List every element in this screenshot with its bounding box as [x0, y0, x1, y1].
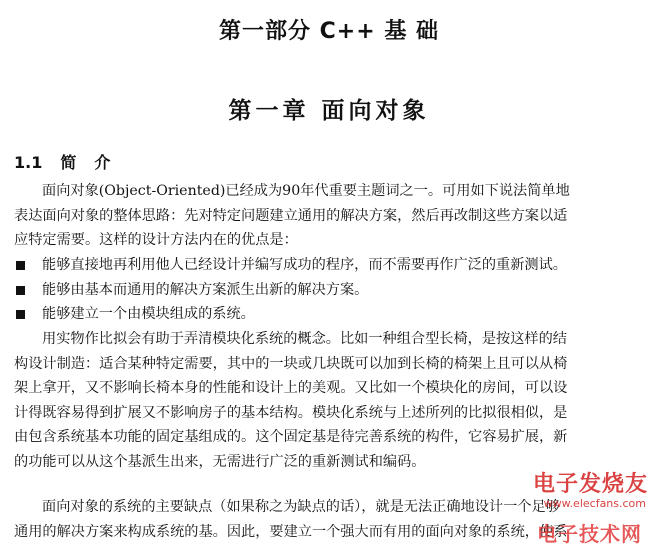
paragraph-line: 面向对象的系统的主要缺点（如果称之为缺点的话），就是无法正确地设计一个足够	[42, 499, 560, 515]
paragraph-line: 用实物作比拟会有助于弄清模块化系统的概念。比如一种组合型长椅，是按这样的结	[42, 331, 567, 347]
square-bullet-icon	[16, 286, 25, 295]
paragraph-line: 应特定需要。这样的设计方法内在的优点是：	[14, 232, 298, 248]
square-bullet-icon	[16, 261, 25, 270]
list-item	[14, 302, 644, 327]
paragraph-line: 架上拿开，又不影响长椅本身的性能和设计上的美观。又比如一个模块化的房间，可以设	[14, 380, 568, 396]
paragraph-line: 面向对象(Object-Oriented)已经成为90年代重要主题词之一。可用如下说法简单地	[42, 183, 570, 199]
section-heading	[14, 150, 128, 173]
list-item-text: 能够建立一个由模块组成的系统。	[42, 306, 255, 322]
part-title: 第一部分 C++ 基 础	[219, 19, 439, 44]
paragraph-line: 构设计制造：适合某种特定需要，其中的一块或几块既可以加到长椅的椅架上且可以从椅	[14, 355, 568, 372]
paragraph-intro	[14, 179, 644, 253]
paragraph-line: 的功能可以从这个基派生出来，无需进行广泛的重新测试和编码。	[14, 453, 426, 470]
paragraph-line: 表达面向对象的整体思路：先对特定问题建立通用的解决方案，然后再改制这些方案以适	[14, 207, 568, 224]
watermark-brand: 电子技术网	[537, 522, 642, 546]
list-item	[14, 253, 644, 278]
list-item	[14, 278, 644, 303]
watermark-main: 电子发烧友	[532, 472, 648, 497]
advantages-list	[14, 253, 644, 327]
paragraph-line: 计得既容易得到扩展又不影响房子的基本结构。模块化系统与上述所列的比拟很相似，是	[14, 404, 568, 421]
list-item-text: 能够直接地再利用他人已经设计并编写成功的程序，而不需要再作广泛的重新测试。	[42, 257, 567, 273]
paragraph-line: 由包含系统基本功能的固定基组成的。这个固定基是待完善系统的构件，它容易扩展，新	[14, 429, 568, 445]
watermark-url: www.elecfans.com	[543, 497, 646, 510]
section-number: 1.1	[14, 153, 43, 172]
chapter-title: 第一章 面向对象	[228, 98, 430, 124]
list-item-text: 能够由基本而通用的解决方案派生出新的解决方案。	[42, 281, 369, 298]
watermark-logo	[502, 463, 652, 551]
square-bullet-icon	[16, 310, 25, 319]
section-title-text: 简介	[60, 153, 129, 172]
paragraph-analogy	[14, 327, 644, 474]
paragraph-line: 通用的解决方案来构成系统的基。因此，要建立一个强大而有用的面向对象的系统，使系	[14, 523, 568, 540]
